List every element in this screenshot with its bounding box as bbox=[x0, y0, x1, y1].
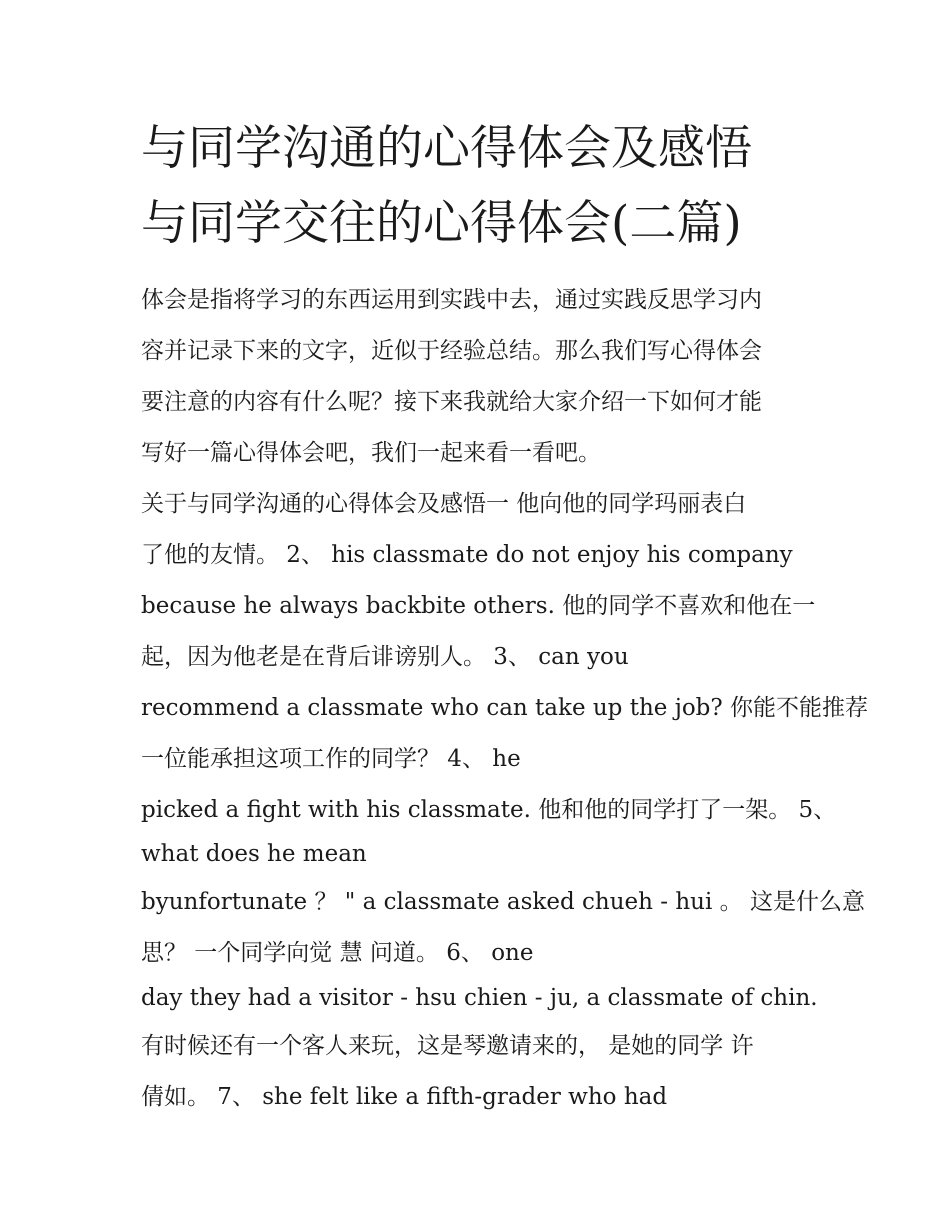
body-line: 写好一篇心得体会吧，我们一起来看一看吧。 bbox=[141, 440, 601, 466]
body-line: because he always backbite others. 他的同学不喜欢和他在一 bbox=[141, 593, 816, 619]
title-line-2: 与同学交往的心得体会(二篇) bbox=[141, 196, 742, 251]
body-line: what does he mean bbox=[141, 841, 367, 867]
body-line: 思？ 一个同学向觉 慧 问道。 6、 one bbox=[141, 940, 534, 966]
body-line: 了他的友情。 2、 his classmate do not enjoy his company bbox=[141, 542, 793, 568]
body-line: 容并记录下来的文字，近似于经验总结。那么我们写心得体会 bbox=[141, 338, 762, 364]
body-line: 要注意的内容有什么呢？接下来我就给大家介绍一下如何才能 bbox=[141, 389, 762, 415]
body-line: 一位能承担这项工作的同学？ 4、 he bbox=[141, 746, 521, 772]
body-line: day they had a visitor - hsu chien - ju, a classmate of chin. bbox=[141, 985, 818, 1011]
body-line: byunfortunate ？ " a classmate asked chueh - hui 。 这是什么意 bbox=[141, 889, 865, 915]
body-line: 体会是指将学习的东西运用到实践中去，通过实践反思学习内 bbox=[141, 287, 762, 313]
body-line: 倩如。 7、 she felt like a fifth-grader who had bbox=[141, 1084, 668, 1110]
title-line-1: 与同学沟通的心得体会及感悟 bbox=[141, 121, 752, 176]
body-line: picked a fight with his classmate. 他和他的同学打了一架。 5、 bbox=[141, 797, 837, 823]
body-line: 有时候还有一个客人来玩，这是琴邀请来的， 是她的同学 许 bbox=[141, 1033, 754, 1059]
body-line: 起，因为他老是在背后诽谤别人。 3、 can you bbox=[141, 644, 629, 670]
body-line: 关于与同学沟通的心得体会及感悟一 他向他的同学玛丽表白 bbox=[141, 491, 747, 517]
body-line: recommend a classmate who can take up the job? 你能不能推荐 bbox=[141, 695, 869, 721]
